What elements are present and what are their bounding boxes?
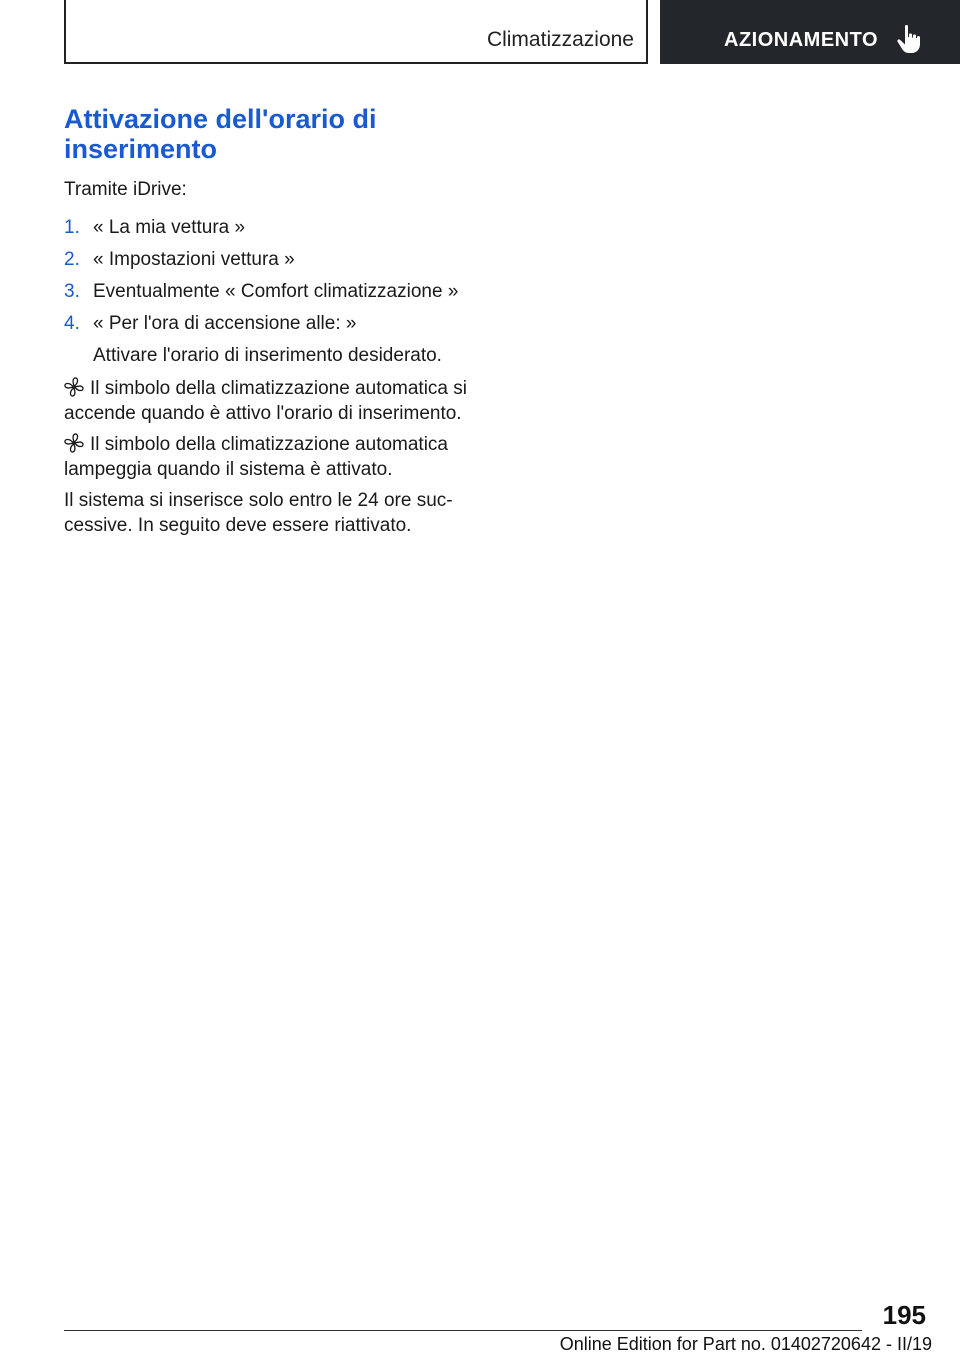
intro-text: Tramite iDrive: bbox=[64, 179, 187, 200]
chapter-tab bbox=[660, 0, 960, 64]
step-text: « Impostazioni vettura » bbox=[93, 249, 295, 270]
list-item bbox=[64, 216, 474, 240]
edition-footer: Online Edition for Part no. 01402720642 - II/19 bbox=[559, 1334, 932, 1354]
steps-list bbox=[64, 216, 474, 368]
fan-icon bbox=[64, 433, 84, 453]
closing-paragraph: Il sistema si inserisce solo entro le 24 ore suc-cessive. In seguito deve essere riattivato. bbox=[64, 490, 453, 536]
page-number: 195 bbox=[882, 1300, 926, 1330]
fan-icon bbox=[64, 377, 84, 397]
page-title: Attivazione dell'orario di inserimento bbox=[64, 104, 377, 164]
step-number: 1. bbox=[64, 217, 80, 238]
list-item bbox=[64, 248, 474, 272]
icon-note-text: Il simbolo della climatizzazione automatica lampeggia quando il sistema è attivato. bbox=[64, 434, 448, 480]
list-item bbox=[64, 280, 474, 304]
icon-note bbox=[64, 376, 474, 426]
icon-note-text: Il simbolo della climatizzazione automatica si accende quando è attivo l'orario di inserimento. bbox=[64, 378, 467, 424]
hand-pointer-icon bbox=[896, 24, 922, 54]
step-text: « La mia vettura » bbox=[93, 217, 246, 238]
step-text: « Per l'ora di accensione alle: » bbox=[93, 313, 357, 334]
step-number: 3. bbox=[64, 281, 80, 302]
footer-divider bbox=[64, 1330, 862, 1331]
step-number: 2. bbox=[64, 249, 80, 270]
list-item bbox=[64, 312, 474, 368]
step-detail: Attivare l'orario di inserimento desiderato. bbox=[93, 345, 442, 366]
icon-note bbox=[64, 432, 474, 482]
step-number: 4. bbox=[64, 313, 80, 334]
header-section-box bbox=[64, 0, 648, 64]
section-title: Climatizzazione bbox=[486, 28, 634, 51]
step-text: Eventualmente « Comfort climatizzazione » bbox=[93, 281, 459, 302]
main-content bbox=[64, 104, 474, 538]
chapter-title: AZIONAMENTO bbox=[724, 29, 879, 51]
